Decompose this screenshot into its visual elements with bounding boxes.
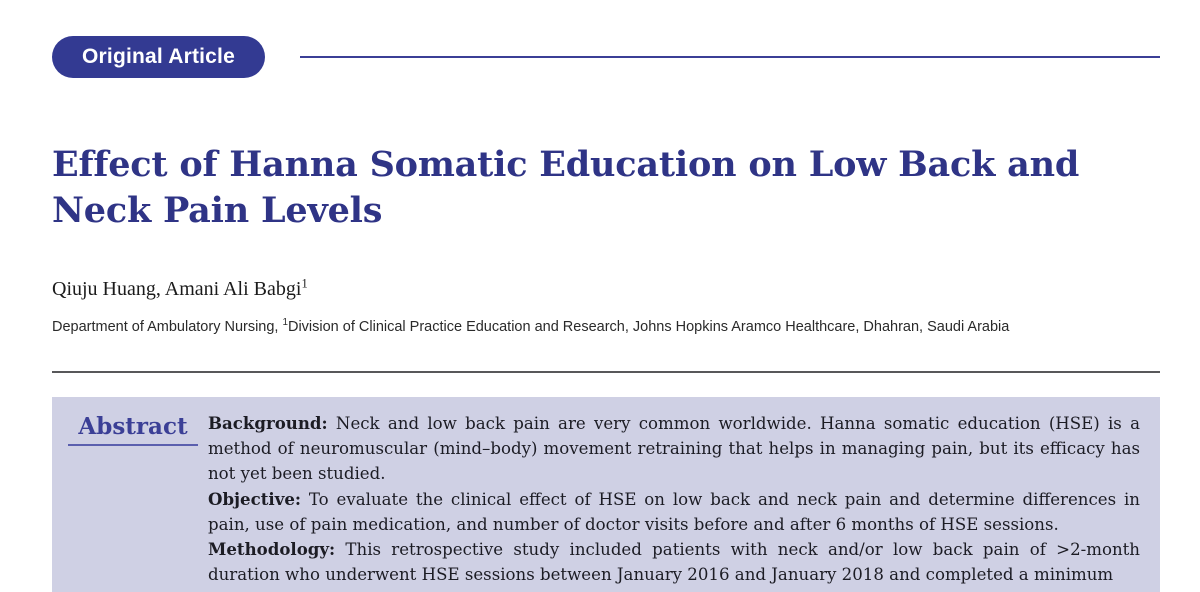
abstract-paragraph [208,537,1140,587]
affiliation-secondary: Division of Clinical Practice Education and Research, Johns Hopkins Aramco Healthcare, Dhahran, Saudi Arabia [287,319,1010,335]
author-list [52,278,1142,301]
abstract-section-text: Neck and low back pain are very common worldwide. Hanna somatic education (HSE) is a method of neuromuscular (mind–body) movement retraining that helps in managing pain, but its efficacy has not yet been studied. [208,414,1140,484]
abstract-section-label: Background: [208,413,328,433]
author-names: Qiuju Huang, Amani Ali Babgi [52,278,302,300]
abstract-paragraph [208,411,1140,487]
abstract-panel [52,397,1160,592]
affiliation-primary: Department of Ambulatory Nursing, [52,319,283,335]
abstract-inner [52,397,1160,592]
abstract-paragraph [208,487,1140,537]
abstract-section-text: This retrospective study included patients with neck and/or low back pain of >2-month duration who underwent HSE sessions between January 2016 and January 2018 and completed a minimum [208,540,1140,585]
affiliation-marker: 1 [282,317,288,329]
abstract-section-text: To evaluate the clinical effect of HSE on low back and neck pain and determine differences in pain, use of pain medication, and number of doctor visits before and after 6 months of HSE sessions. [208,489,1140,534]
abstract-heading: Abstract [68,413,198,446]
header-rule [300,56,1160,58]
section-divider [52,371,1160,373]
page-title: Effect of Hanna Somatic Education on Low Back and Neck Pain Levels [52,144,1080,232]
affiliation-text [52,316,1142,338]
article-type-header [0,36,1200,78]
abstract-body [208,411,1140,588]
article-type-badge: Original Article [52,36,265,78]
author-affiliation-marker: 1 [301,276,308,291]
abstract-section-label: Objective: [208,488,302,509]
abstract-section-label: Methodology: [208,539,336,560]
